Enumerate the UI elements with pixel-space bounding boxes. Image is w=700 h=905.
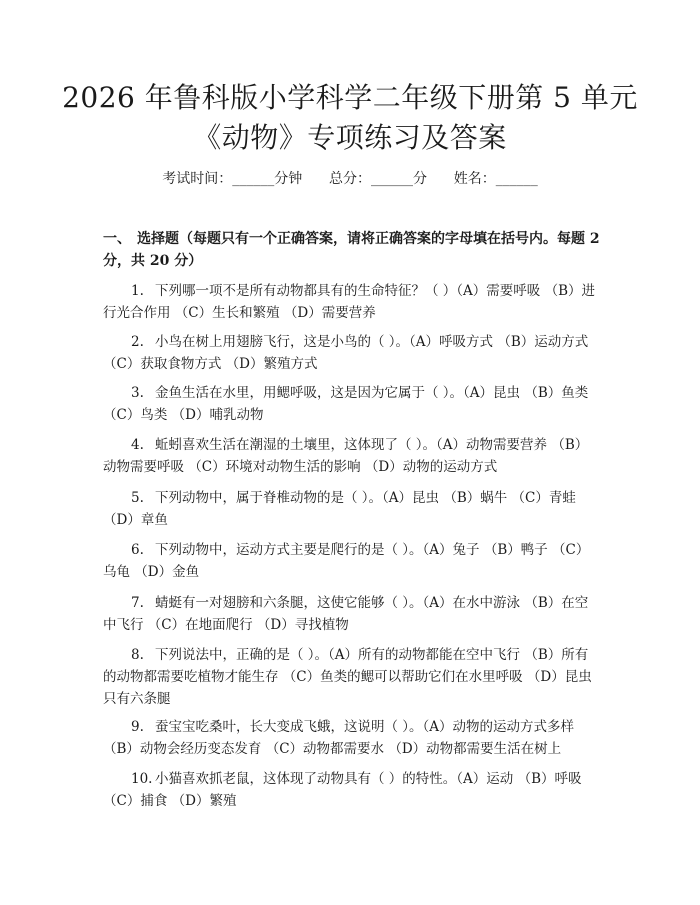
question-item — [103, 434, 600, 478]
question-text: 小猫喜欢抓老鼠，这体现了动物具有（ ）的特性。（A）运动 （B）呼吸 （C）捕食 （D）繁殖 — [103, 771, 582, 809]
question-text: 蚯蚓喜欢生活在潮湿的土壤里，这体现了（ ）。（A）动物需要营养 （B）动物需要呼吸 （C）环境对动物生活的影响 （D）动物的运动方式 — [103, 437, 589, 475]
section-number: 一、 — [103, 231, 131, 247]
question-number: 10. — [131, 771, 153, 787]
question-number: 3. — [131, 385, 144, 401]
section-heading — [103, 228, 600, 272]
question-number: 5. — [131, 490, 144, 506]
question-item — [103, 768, 600, 812]
question-number: 7. — [131, 595, 144, 611]
question-text: 下列哪一项不是所有动物都具有的生命特征？（ ）（A）需要呼吸 （B）进行光合作用 （C）生长和繁殖 （D）需要营养 — [103, 283, 596, 321]
question-item — [103, 716, 600, 760]
question-text: 蚕宝宝吃桑叶，长大变成飞蛾，这说明（ ）。（A）动物的运动方式多样 （B）动物会经历变态发育 （C）动物都需要水 （D）动物都需要生活在树上 — [103, 719, 575, 757]
question-text: 下列动物中，运动方式主要是爬行的是（ ）。（A）兔子 （B）鸭子 （C）乌龟 （D）金鱼 — [103, 542, 590, 580]
question-text: 下列说法中，正确的是（ ）。（A）所有的动物都能在空中飞行 （B）所有的动物都需要吃植物才能生存 （C）鱼类的鳃可以帮助它们在水里呼吸 （D）昆虫只有六条腿 — [103, 647, 592, 707]
question-number: 4. — [131, 437, 144, 453]
question-number: 6. — [131, 542, 144, 558]
question-item — [103, 382, 600, 426]
question-text: 金鱼生活在水里，用鳃呼吸，这是因为它属于（ ）。（A）昆虫 （B）鱼类 （C）鸟类 （D）哺乳动物 — [103, 385, 589, 423]
question-item — [103, 331, 600, 375]
question-number: 2. — [131, 334, 144, 350]
question-text: 蜻蜓有一对翅膀和六条腿，这使它能够（ ）。（A）在水中游泳 （B）在空中飞行 （C）在地面爬行 （D）寻找植物 — [103, 595, 589, 633]
question-item — [103, 280, 600, 324]
question-item — [103, 487, 600, 531]
question-text: 小鸟在树上用翅膀飞行，这是小鸟的（ ）。（A）呼吸方式 （B）运动方式 （C）获取食物方式 （D）繁殖方式 — [103, 334, 589, 372]
page-title-line2: 《动物》专项练习及答案 — [193, 121, 507, 154]
question-item — [103, 644, 600, 710]
question-number: 8. — [131, 647, 144, 663]
question-item — [103, 539, 600, 583]
question-number: 9. — [131, 719, 144, 735]
question-text: 下列动物中，属于脊椎动物的是（ ）。（A）昆虫 （B）蜗牛 （C）青蛙 （D）章鱼 — [103, 490, 576, 528]
section-title: 选择题（每题只有一个正确答案，请将正确答案的字母填在括号内。每题 2 分，共 20 分） — [103, 231, 600, 269]
exam-meta-fields: 考试时间：______分钟 总分：______分 姓名：______ — [162, 171, 538, 187]
question-item — [103, 592, 600, 636]
page-title-line1: 2026 年鲁科版小学科学二年级下册第 5 单元 — [62, 81, 638, 114]
question-number: 1. — [131, 283, 144, 299]
